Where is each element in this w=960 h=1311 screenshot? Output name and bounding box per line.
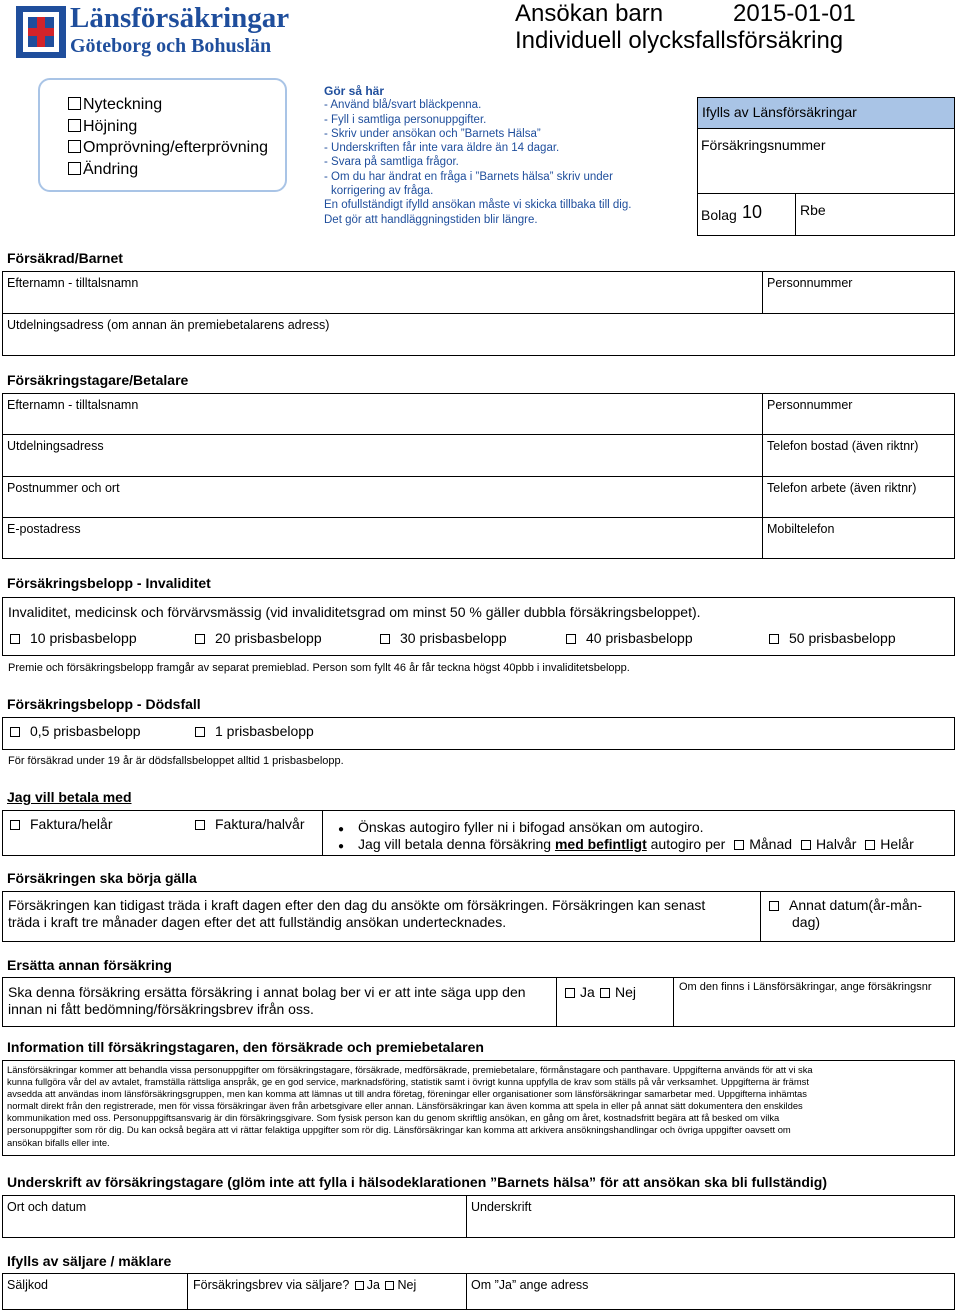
policy-number-label: Försäkringsnummer bbox=[701, 137, 826, 153]
autogiro-bullet: ● Önskas autogiro fyller ni i bifogad ansökan om autogiro. bbox=[338, 819, 704, 835]
place-date-field[interactable] bbox=[3, 1196, 465, 1237]
death-option[interactable]: 0,5 prisbasbelopp bbox=[10, 723, 141, 739]
death-note: För försäkrad under 19 år är dödsfallsbeloppet alltid 1 prisbasbelopp. bbox=[8, 755, 344, 767]
disability-option[interactable]: 10 prisbasbelopp bbox=[10, 630, 137, 646]
checkbox-icon[interactable] bbox=[600, 988, 610, 998]
logo-wordmark: Länsförsäkringar bbox=[70, 2, 290, 34]
info-heading: Information till försäkringstagaren, den försäkrade och premiebetalaren bbox=[7, 1039, 484, 1055]
phone-home-label: Telefon bostad (även riktnr) bbox=[767, 439, 919, 453]
logo-subtitle: Göteborg och Bohuslän bbox=[70, 35, 272, 57]
application-type-options bbox=[68, 94, 268, 180]
option-andring[interactable]: Ändring bbox=[68, 159, 268, 181]
replace-heading: Ersätta annan försäkring bbox=[7, 957, 172, 973]
info-text: Länsförsäkringar kommer att behandla vissa personuppgifter om försäkringstagare, försäkrade, medförsäkrade, premiebetalare, förmånstagare och panthavare. Uppgifterna används för att vi ska kunna fullgöra vår del av avtalet, framställa rättsliga anspråk, ge en god service, marknadsföring, statistik samt i övrigt kunna uppfylla de krav som ställs på vår verksamhet. Uppgifterna är främst avsedda att användas inom länsförsäkringsgruppen, men kan komma att lämnas ut till andra företag, föreningar eller organisationer som länsförsäkringar samarbetar med. Uppgifterna inhämtas normalt direkt från den registrerade, men för vissa försäkringar även från arbetsgivare eller annan. Länsförsäkringar kan även komma att spela in eller på annat sätt dokumentera den enskildes kommunikation med oss. Personuppgiftsansvarig är din försäkringsgivare. Som fysisk person kan du genom skriftlig ansökan, en gång om året, kostnadsfritt begära att få besked om vilka personuppgifter som rör dig. Du kan också begära att vi rättar felaktiga uppgifter som rör dig. Länsförsäkringar kan komma att arkivera ansökningshandlingar och övriga uppgifter oavsett om ansökan bifalls eller inte. bbox=[7, 1064, 813, 1148]
checkbox-icon[interactable] bbox=[385, 1281, 394, 1290]
instruction-line: - Fyll i samtliga personuppgifter. bbox=[324, 113, 487, 126]
checkbox-icon[interactable] bbox=[566, 634, 576, 644]
signature-field[interactable] bbox=[467, 1196, 954, 1237]
via-seller-question: Försäkringsbrev via säljare? Ja Nej bbox=[193, 1278, 417, 1292]
start-heading: Försäkringen ska börja gälla bbox=[7, 870, 197, 886]
checkbox-icon[interactable] bbox=[565, 988, 575, 998]
policyholder-pnr-label: Personnummer bbox=[767, 398, 853, 412]
instruction-line: - Använd blå/svart bläckpenna. bbox=[324, 99, 482, 112]
disability-note: Premie och försäkringsbelopp framgår av separat premieblad. Person som fyllt 46 år får teckna högst 40pbb i invaliditetsbelopp. bbox=[8, 662, 630, 674]
postal-field[interactable] bbox=[3, 477, 761, 517]
replace-no-option[interactable]: Nej bbox=[600, 984, 636, 1000]
via-seller-yes-option[interactable]: Ja bbox=[355, 1278, 380, 1292]
option-omprovning[interactable]: Omprövning/efterprövning bbox=[68, 137, 268, 159]
checkbox-icon[interactable] bbox=[865, 840, 875, 850]
checkbox-icon[interactable] bbox=[734, 840, 744, 850]
instructions bbox=[324, 84, 631, 227]
bolag-value: 10 bbox=[742, 202, 763, 222]
policyholder-pnr-field[interactable] bbox=[763, 394, 954, 434]
policyholder-name-label: Efternamn - tilltalsnamn bbox=[7, 398, 139, 412]
email-field[interactable] bbox=[3, 518, 761, 558]
checkbox-icon[interactable] bbox=[10, 820, 20, 830]
instruction-line: korrigering av fråga. bbox=[331, 185, 434, 198]
policy-number-field[interactable] bbox=[698, 156, 954, 192]
via-seller-no-option[interactable]: Nej bbox=[385, 1278, 416, 1292]
insurer-box-title: Ifylls av Länsförsäkringar bbox=[702, 104, 857, 120]
seller-code-field[interactable] bbox=[3, 1274, 186, 1309]
payment-heading: Jag vill betala med bbox=[7, 789, 132, 805]
logo-emblem-icon bbox=[16, 6, 66, 58]
rbe-label: Rbe bbox=[800, 202, 826, 218]
checkbox-icon[interactable] bbox=[68, 140, 81, 153]
payment-option[interactable]: Faktura/halvår bbox=[195, 816, 304, 832]
replace-question-line2: innan ni fått bedömning/försäkringsbrev ifrån oss. bbox=[8, 1001, 314, 1017]
checkbox-icon[interactable] bbox=[769, 634, 779, 644]
other-date-option[interactable]: Annat datum(år-mån- bbox=[769, 897, 922, 913]
replace-question-line1: Ska denna försäkring ersätta försäkring i annat bolag ber vi er att inte säga upp den bbox=[8, 984, 526, 1000]
start-text-line1: Försäkringen kan tidigast träda i kraft dagen efter den dag du ansökte om försäkringen. Försäkringen kan senast bbox=[8, 897, 706, 913]
death-option[interactable]: 1 prisbasbelopp bbox=[195, 723, 314, 739]
policyholder-heading: Försäkringstagare/Betalare bbox=[7, 372, 189, 388]
insured-address-field[interactable] bbox=[3, 314, 954, 355]
autogiro-option[interactable]: Halvår bbox=[801, 836, 856, 852]
checkbox-icon[interactable] bbox=[195, 727, 205, 737]
policyholder-address-field[interactable] bbox=[3, 435, 761, 475]
policyholder-name-field[interactable] bbox=[3, 394, 761, 434]
payment-option[interactable]: Faktura/helår bbox=[10, 816, 112, 832]
form-date: 2015-01-01 bbox=[733, 0, 856, 27]
disability-option[interactable]: 20 prisbasbelopp bbox=[195, 630, 322, 646]
instruction-line: - Om du har ändrat en fråga i ”Barnets hälsa” skriv under bbox=[324, 170, 613, 183]
form-subtitle: Individuell olycksfallsförsäkring bbox=[515, 27, 844, 54]
signature-label: Underskrift bbox=[471, 1200, 532, 1214]
insured-name-field[interactable] bbox=[3, 272, 761, 312]
autogiro-existing-bullet: ● Jag vill betala denna försäkring med befintligt autogiro per Månad Halvår Helår bbox=[338, 836, 914, 852]
policyholder-address-label: Utdelningsadress bbox=[7, 439, 104, 453]
instructions-heading: Gör så här bbox=[324, 84, 385, 98]
postal-label: Postnummer och ort bbox=[7, 481, 120, 495]
checkbox-icon[interactable] bbox=[68, 162, 81, 175]
disability-option[interactable]: 30 prisbasbelopp bbox=[380, 630, 507, 646]
start-text-line2: träda i kraft tre månader dagen efter det att fullständig ansökan undertecknades. bbox=[8, 914, 507, 930]
instruction-line: Det gör att handläggningstiden blir längre. bbox=[324, 213, 538, 226]
bullet-icon: ● bbox=[338, 841, 345, 852]
instruction-line: - Svara på samtliga frågor. bbox=[324, 156, 459, 169]
insured-name-label: Efternamn - tilltalsnamn bbox=[7, 276, 139, 290]
replace-yes-option[interactable]: Ja bbox=[565, 984, 595, 1000]
checkbox-icon[interactable] bbox=[10, 727, 20, 737]
instruction-line: - Underskriften får inte vara äldre än 14 dagar. bbox=[324, 142, 560, 155]
insurer-box-header bbox=[698, 98, 954, 129]
mobile-label: Mobiltelefon bbox=[767, 522, 835, 536]
disability-intro: Invaliditet, medicinsk och förvärvsmässig (vid invaliditetsgrad om minst 50 % gäller dubbla försäkringsbeloppet). bbox=[8, 604, 701, 620]
signature-heading: Underskrift av försäkringstagare (glöm inte att fylla i hälsodeklarationen ”Barnets hälsa” för att ansökan ska bli fullständig) bbox=[7, 1174, 827, 1190]
insured-heading: Försäkrad/Barnet bbox=[7, 250, 123, 266]
replace-policy-note: Om den finns i Länsförsäkringar, ange försäkringsnr bbox=[679, 981, 932, 993]
death-heading: Försäkringsbelopp - Dödsfall bbox=[7, 696, 201, 712]
option-hojning[interactable]: Höjning bbox=[68, 116, 268, 138]
insured-pnr-label: Personnummer bbox=[767, 276, 853, 290]
disability-heading: Försäkringsbelopp - Invaliditet bbox=[7, 575, 211, 591]
other-date-option-line2: dag) bbox=[792, 914, 821, 930]
autogiro-option[interactable]: Månad bbox=[734, 836, 792, 852]
company-logo bbox=[12, 4, 312, 60]
checkbox-icon[interactable] bbox=[769, 901, 779, 911]
checkbox-icon[interactable] bbox=[195, 820, 205, 830]
checkbox-icon[interactable] bbox=[801, 840, 811, 850]
checkbox-icon[interactable] bbox=[195, 634, 205, 644]
insured-pnr-field[interactable] bbox=[763, 272, 954, 312]
checkbox-icon[interactable] bbox=[68, 119, 81, 132]
phone-work-field[interactable] bbox=[763, 477, 954, 517]
phone-home-field[interactable] bbox=[763, 435, 954, 475]
autogiro-option[interactable]: Helår bbox=[865, 836, 913, 852]
form-title: Ansökan barn bbox=[515, 0, 664, 27]
option-nyteckning[interactable]: Nyteckning bbox=[68, 94, 268, 116]
seller-heading: Ifylls av säljare / mäklare bbox=[7, 1253, 172, 1269]
bullet-icon: ● bbox=[338, 824, 345, 835]
checkbox-icon[interactable] bbox=[380, 634, 390, 644]
disability-option[interactable]: 40 prisbasbelopp bbox=[566, 630, 693, 646]
insured-address-label: Utdelningsadress (om annan än premiebetalarens adress) bbox=[7, 318, 330, 332]
instruction-line: - Skriv under ansökan och ”Barnets Hälsa” bbox=[324, 127, 541, 140]
seller-address-field[interactable] bbox=[467, 1274, 954, 1309]
checkbox-icon[interactable] bbox=[10, 634, 20, 644]
mobile-field[interactable] bbox=[763, 518, 954, 558]
seller-code-label: Säljkod bbox=[7, 1278, 48, 1292]
disability-option[interactable]: 50 prisbasbelopp bbox=[769, 630, 896, 646]
instruction-line: En ofullständigt ifylld ansökan måste vi skicka tillbaka till dig. bbox=[324, 199, 632, 212]
seller-address-label: Om ”Ja” ange adress bbox=[471, 1278, 589, 1292]
checkbox-icon[interactable] bbox=[68, 97, 81, 110]
checkbox-icon[interactable] bbox=[355, 1281, 364, 1290]
email-label: E-postadress bbox=[7, 522, 81, 536]
bolag-label: Bolag bbox=[701, 207, 737, 223]
place-date-label: Ort och datum bbox=[7, 1200, 87, 1214]
death-box bbox=[2, 717, 955, 750]
phone-work-label: Telefon arbete (även riktnr) bbox=[767, 481, 917, 495]
